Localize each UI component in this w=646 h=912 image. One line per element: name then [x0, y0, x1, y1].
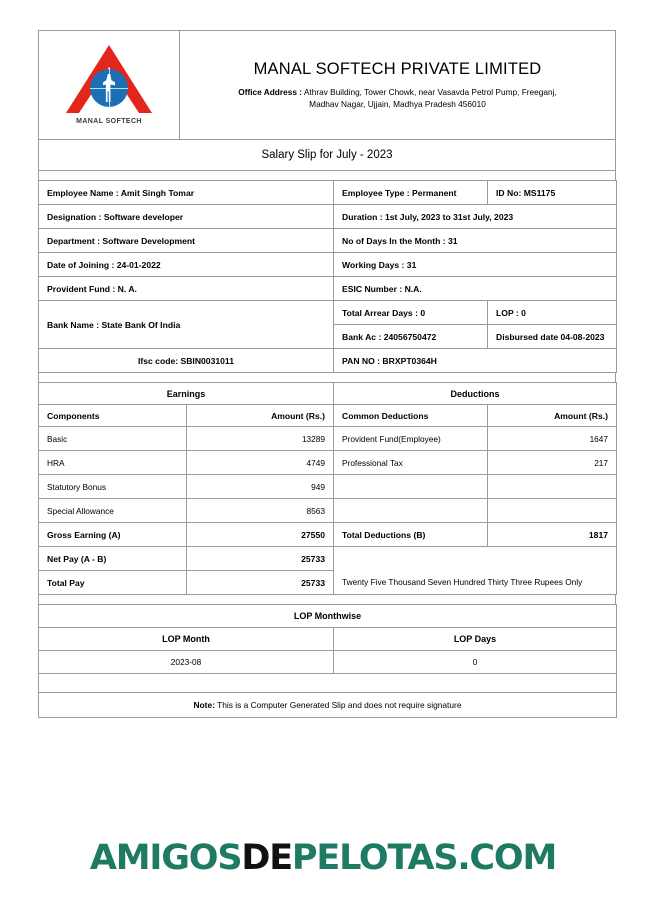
spacer-after-header [38, 171, 616, 180]
spacer-cell [39, 595, 616, 604]
deductions-amount-header: Amount (Rs.) [488, 405, 617, 427]
company-address [192, 86, 603, 110]
lop-days-header: LOP Days [334, 628, 617, 651]
watermark-part2: DE [241, 838, 292, 878]
deduction-amount [488, 475, 617, 499]
watermark-part3: PELOTAS.COM [291, 838, 557, 878]
document-header [38, 30, 616, 171]
spacer-after-earnings [38, 595, 616, 604]
deduction-label: Provident Fund(Employee) [334, 427, 488, 451]
deduction-amount: 217 [488, 451, 617, 475]
earning-label: Statutory Bonus [39, 475, 187, 499]
lop-title-row [39, 605, 617, 628]
department: Department : Software Development [39, 229, 334, 253]
table-row [39, 427, 617, 451]
spacer-cell [39, 373, 616, 382]
amount-in-words: Twenty Five Thousand Seven Hundred Thirty Three Rupees Only [334, 571, 617, 595]
pan-no: PAN NO : BRXPT0364H [334, 349, 617, 373]
deduction-amount: 1647 [488, 427, 617, 451]
earning-label: Special Allowance [39, 499, 187, 523]
company-name: MANAL SOFTECH PRIVATE LIMITED [253, 59, 542, 78]
company-logo-text: MANAL SOFTECH [76, 118, 142, 125]
earning-label: Basic [39, 427, 187, 451]
earnings-section-title: Earnings [39, 383, 334, 405]
company-logo-icon [66, 45, 152, 115]
total-deductions-label: Total Deductions (B) [334, 523, 488, 547]
info-row-arrear [39, 301, 617, 325]
designation: Designation : Software developer [39, 205, 334, 229]
empty-cell [334, 547, 617, 571]
deduction-amount [488, 499, 617, 523]
company-address-line2: Madhav Nagar, Ujjain, Madhya Pradesh 456010 [309, 99, 486, 109]
note-cell [39, 693, 617, 718]
bank-name: Bank Name : State Bank Of India [39, 301, 334, 349]
gross-earning-amount: 27550 [187, 523, 334, 547]
esic-number: ESIC Number : N.A. [334, 277, 617, 301]
gross-earning-label: Gross Earning (A) [39, 523, 187, 547]
deductions-component-header: Common Deductions [334, 405, 488, 427]
total-deductions-amount: 1817 [488, 523, 617, 547]
company-address-label: Office Address : [238, 86, 303, 97]
company-address-line1: Athrav Building, Tower Chowk, near Vasavda Petrol Pump, Freeganj, [303, 86, 557, 97]
info-row-pan [39, 349, 617, 373]
spacer-cell [39, 171, 616, 180]
info-row-department [39, 229, 617, 253]
duration: Duration : 1st July, 2023 to 31st July, 2023 [334, 205, 617, 229]
earning-amount: 4749 [187, 451, 334, 475]
employee-info-table [38, 180, 617, 373]
info-row-doj [39, 253, 617, 277]
lop-month-value: 2023-08 [39, 651, 334, 674]
total-pay-amount: 25733 [187, 571, 334, 595]
employee-type: Employee Type : Permanent [334, 181, 488, 205]
slip-title: Salary Slip for July - 2023 [39, 140, 616, 171]
net-pay-label: Net Pay (A - B) [39, 547, 187, 571]
employee-name: Employee Name : Amit Singh Tomar [39, 181, 334, 205]
earning-label: HRA [39, 451, 187, 475]
earnings-component-header: Components [39, 405, 187, 427]
table-row [39, 651, 617, 674]
working-days: Working Days : 31 [334, 253, 617, 277]
table-row [39, 499, 617, 523]
bank-account: Bank Ac : 24056750472 [334, 325, 488, 349]
net-pay-row [39, 547, 617, 571]
lop-month-header: LOP Month [39, 628, 334, 651]
date-of-joining: Date of Joining : 24-01-2022 [39, 253, 334, 277]
table-row [39, 451, 617, 475]
provident-fund: Provident Fund : N. A. [39, 277, 334, 301]
days-in-month: No of Days In the Month : 31 [334, 229, 617, 253]
deduction-label [334, 499, 488, 523]
info-row-designation [39, 205, 617, 229]
ifsc-code-cell [39, 349, 334, 373]
lop-title: LOP Monthwise [39, 605, 617, 628]
company-header-cell [180, 31, 616, 140]
ifsc-code: Ifsc code: SBIN0031011 [137, 355, 235, 366]
table-row [39, 475, 617, 499]
watermark [0, 838, 646, 878]
earning-amount: 13289 [187, 427, 334, 451]
note-label: Note: [193, 700, 215, 710]
earnings-amount-header: Amount (Rs.) [187, 405, 334, 427]
deduction-label [334, 475, 488, 499]
earnings-deductions-table [38, 382, 617, 595]
earning-amount: 8563 [187, 499, 334, 523]
total-pay-label: Total Pay [39, 571, 187, 595]
salary-slip-document [38, 30, 616, 718]
company-logo-cell [39, 31, 180, 140]
note-row [39, 693, 617, 718]
disbursed-date: Disbursed date 04-08-2023 [488, 325, 617, 349]
watermark-part1: AMIGOS [89, 838, 242, 878]
lop-blank-row [39, 674, 617, 693]
deductions-section-title: Deductions [334, 383, 617, 405]
info-row-name [39, 181, 617, 205]
total-pay-row [39, 571, 617, 595]
section-headers-row [39, 383, 617, 405]
total-arrear-days: Total Arrear Days : 0 [334, 301, 488, 325]
totals-row [39, 523, 617, 547]
earning-amount: 949 [187, 475, 334, 499]
lop-monthwise-table [38, 604, 617, 718]
info-row-pf [39, 277, 617, 301]
net-pay-amount: 25733 [187, 547, 334, 571]
spacer-after-info [38, 373, 616, 382]
column-headers-row [39, 405, 617, 427]
lop-days-value: 0 [334, 651, 617, 674]
lop-value: LOP : 0 [488, 301, 617, 325]
blank-cell [39, 674, 617, 693]
deduction-label: Professional Tax [334, 451, 488, 475]
employee-id: ID No: MS1175 [488, 181, 617, 205]
lop-header-row [39, 628, 617, 651]
note-text: This is a Computer Generated Slip and does not require signature [214, 700, 462, 710]
